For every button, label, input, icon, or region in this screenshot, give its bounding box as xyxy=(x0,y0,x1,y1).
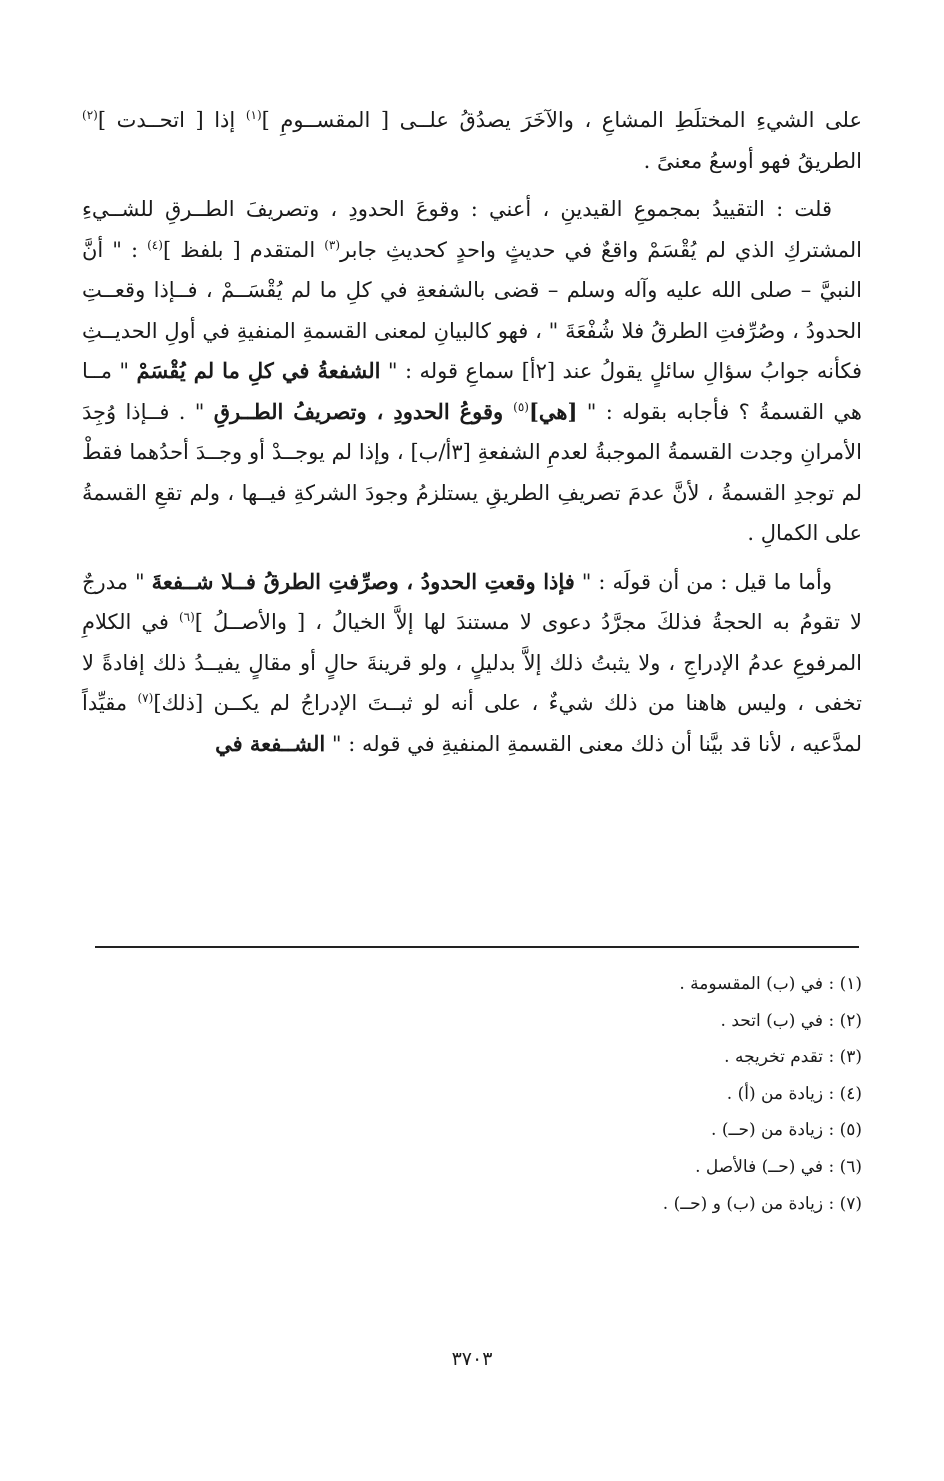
text-segment: في الكلامِ المرفوعِ عدمُ الإدراجِ ، ولا يثبتُ ذلك إلاَّ بدليلٍ ، ولو قرينةَ حالٍ أو مقالٍ يفيــدُ ذلك إفادةً لا تخفى ، وليس هاهنا من ذلك شيءٌ ، على أنه لو ثبــتَ الإدراجُ لم يكــن [ذلك] xyxy=(82,610,862,715)
bold-text: فإذا وقعتِ الحدودُ ، وصرِّفتِ الطرقُ فــلا شــفعةَ xyxy=(151,568,575,594)
footnotes-list xyxy=(222,966,862,1222)
bold-text: الشــفعة في xyxy=(215,730,326,756)
text-segment: " . فــإذا وُجِدَ الأمرانِ وجدت القسمةُ الموجبةُ لعدمِ الشفعةِ [٣أ/ب] ، وإذا لم يوجــدْ أو وجــدَ أحدُهما فقطْ لم توجدِ القسمةُ ، لأنَّ عدمَ تصريفِ الطريقِ يستلزمُ وجودَ الشركةِ فيــها ، ولم تقعِ القسمةُ على الكمالِ . xyxy=(82,399,862,545)
text-segment: قلت : التقييدُ بمجموعِ القيدينِ ، أعني : وقوعَ الحدودِ ، وتصريفَ الطــرقِ للشــيءِ المشتركِ الذي لم يُقْسَمْ واقعٌ في حديثٍ واحدٍ كحديثِ جابر xyxy=(82,197,862,262)
footnote-marker: (٤) xyxy=(147,237,163,252)
footnote-marker: (٣) xyxy=(324,237,341,252)
text-segment: على الشيءِ المختلَطِ المشاعِ ، والآخَرَ يصدُقُ علــى [ المقســومِ ] xyxy=(261,108,862,132)
text-segment: الطريقُ فهو أوسعُ معنىً . xyxy=(643,148,862,173)
bold-text: [هي] xyxy=(528,398,578,424)
main-text xyxy=(82,100,862,772)
bold-text: وقوعُ الحدودِ ، وتصريفُ الطــرقِ xyxy=(213,398,514,424)
footnote-item: (٢) : في (ب) اتحد . xyxy=(720,1010,862,1031)
paragraph xyxy=(82,100,862,181)
paragraph xyxy=(82,562,862,765)
footnote-marker: (١) xyxy=(245,108,262,122)
footnote-item: (٧) : زيادة من (ب) و (حــ) . xyxy=(662,1193,862,1214)
footnote-marker: (٢) xyxy=(82,108,98,122)
text-segment: : " أنَّ النبيَّ – صلى الله عليه وآله وسلم – قضى بالشفعةِ في كلِ ما لم يُقْسَــمْ ، فــإذا وقعــتِ الحدودُ ، وصُرِّفتِ الطرقُ فلا شُفْعَةَ " ، فهو كالبيانِ لمعنى القسمةِ المنفيةِ في أولِ الحديــثِ فكأنه جوابُ سؤالِ سائلٍ يقولُ عند [٢أ] سماعِ قوله : " xyxy=(82,237,862,383)
bold-text: الشفعةُ في كلِ ما لم يُقْسَمْ xyxy=(136,358,381,383)
footnote-item: (٤) : زيادة من (أ) . xyxy=(726,1083,862,1104)
paragraph xyxy=(82,189,862,554)
footnote-item: (٣) : تقدم تخريجه . xyxy=(724,1047,862,1068)
footnote-item: (٥) : زيادة من (حــ) . xyxy=(711,1120,862,1141)
text-segment: " مــا هي القسمةُ ؟ فأجابه بقوله : " xyxy=(82,359,862,424)
footnote-divider xyxy=(95,946,859,948)
text-segment: " مدرجٌ لا تقومُ به الحجةُ فذلكَ مجرَّدُ دعوى لا مستندَ لها إلاَّ الخيالُ ، [ والأصــلُ ] xyxy=(82,569,862,634)
text-segment: مقيِّداً لمدَّعيه ، لأنا قد بيَّنا أن ذلك معنى القسمةِ المنفيةِ في قوله : " xyxy=(82,691,862,756)
text-segment: المتقدم [ بلفظ ] xyxy=(162,237,325,262)
text-segment: وأما ما قيل : من أن قولَه : " xyxy=(574,569,832,594)
footnote-item: (٦) : في (حــ) فالأصل . xyxy=(695,1156,862,1177)
footnote-marker: (٥) xyxy=(513,399,529,414)
footnote-item: (١) : في (ب) المقسومة . xyxy=(679,974,862,994)
footnote-marker: (٦) xyxy=(178,610,195,624)
text-segment: إذا [ اتحــدت ] xyxy=(97,108,246,132)
page-number: ٣٧٠٣ xyxy=(451,1348,493,1370)
footnote-marker: (٧) xyxy=(137,691,154,705)
